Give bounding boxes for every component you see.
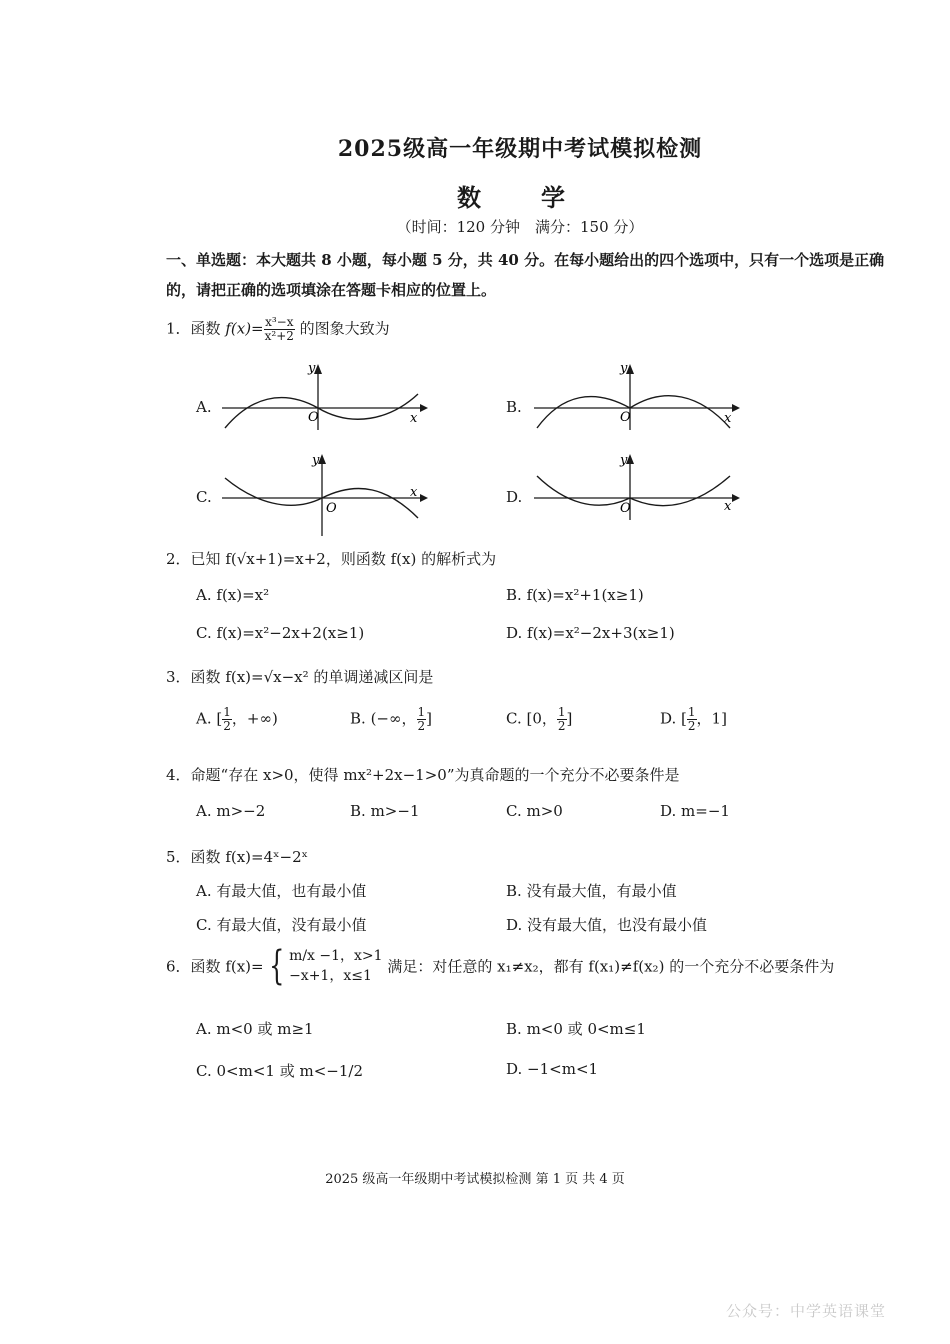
q4-stem: 命题“存在 x>0，使得 mx²+2x−1>0”为真命题的一个充分不必要条件是 (190, 766, 680, 784)
q3-option-a: A. [ $\frac{1}{2}$ ，+∞) (196, 705, 278, 733)
section-heading: 一、单选题：本大题共 8 小题，每小题 5 分，共 40 分。在每小题给出的四个选项中，只有一个选项是正确的，请把正确的选项填涂在答题卡相应的位置上。 (166, 251, 885, 299)
q5-option-d: D. 没有最大值，也没有最小值 (506, 916, 708, 934)
question-1 (166, 316, 390, 343)
x-label: x (724, 499, 732, 514)
page-footer: 2025 级高一年级期中考试模拟检测 第 1 页 共 4 页 (325, 1172, 625, 1187)
q1-denominator: x²+2 (264, 329, 294, 343)
q1-graph-a (220, 362, 430, 432)
x-label: x (410, 411, 418, 426)
q1-option-b-label: B. (506, 398, 522, 416)
x-arrow (420, 494, 428, 502)
origin-label: O (326, 501, 337, 516)
q1-post: 的图象大致为 (294, 319, 390, 338)
q6-post: 满足：对任意的 x₁≠x₂，都有 f(x₁)≠f(x₂) 的一个充分不必要条件为 (382, 957, 835, 976)
q6-number: 6． (166, 957, 191, 976)
x-arrow (420, 404, 428, 412)
q5-number: 5． (166, 848, 191, 866)
q1-graph-d (532, 452, 742, 522)
q1-graph-c (220, 452, 430, 538)
q6-option-b: B. m<0 或 0<m≤1 (506, 1020, 646, 1038)
curve (537, 396, 730, 428)
question-3 (166, 666, 433, 687)
q1-option-c-label: C. (196, 488, 212, 506)
q5-stem: 函数 f(x)=4ˣ−2ˣ (190, 848, 308, 866)
q2-number: 2． (166, 550, 191, 568)
origin-label: O (620, 501, 631, 516)
q4-option-b: B. m>−1 (350, 802, 420, 820)
y-label: y (620, 453, 628, 468)
q6-option-d: D. −1<m<1 (506, 1060, 599, 1078)
question-2 (166, 548, 496, 569)
q1-option-a-label: A. (196, 398, 212, 416)
x-label: x (724, 411, 732, 426)
q5-option-b: B. 没有最大值，有最小值 (506, 882, 677, 900)
q1-numerator: x³−x (265, 315, 294, 329)
q5-option-a: A. 有最大值，也有最小值 (196, 882, 367, 900)
q3-stem: 函数 f(x)=√x−x² 的单调递减区间是 (190, 668, 434, 686)
question-4 (166, 764, 680, 785)
q4-option-a: A. m>−2 (196, 802, 266, 820)
q5-option-c: C. 有最大值，没有最小值 (196, 916, 367, 934)
q3-option-d: D. [ $\frac{1}{2}$ ，1] (660, 705, 727, 733)
q1-pre: 函数 (190, 319, 226, 338)
q1-number: 1． (166, 319, 191, 338)
q2-option-d: D. f(x)=x²−2x+3(x≥1) (506, 624, 675, 642)
watermark: 公众号：中学英语课堂 (725, 1302, 886, 1320)
q6-option-a: A. m<0 或 m≥1 (196, 1020, 314, 1038)
q3-option-c: C. [0， $\frac{1}{2}$ ] (506, 705, 573, 733)
q1-fraction (264, 316, 295, 343)
q6-case-2: −x+1，x≤1 (289, 968, 372, 984)
curve (537, 476, 730, 506)
x-arrow (732, 404, 740, 412)
q1-option-d-label: D. (506, 488, 523, 506)
q4-option-c: C. m>0 (506, 802, 563, 820)
q3-option-b: B. (−∞， $\frac{1}{2}$ ] (350, 705, 432, 733)
y-label: y (620, 362, 628, 376)
question-6 (166, 943, 835, 989)
exam-info: （时间：120 分钟 满分：150 分） (396, 218, 644, 236)
question-5 (166, 846, 308, 867)
q3-number: 3． (166, 668, 191, 686)
curve (225, 394, 418, 428)
y-label: y (312, 453, 320, 468)
q6-brace: { (268, 943, 284, 989)
x-label: x (410, 485, 418, 500)
y-label: y (308, 362, 316, 376)
q4-option-d: D. m=−1 (660, 802, 730, 820)
exam-title: 2025级高一年级期中考试模拟检测 (337, 136, 703, 162)
q2-option-b: B. f(x)=x²+1(x≥1) (506, 586, 644, 604)
origin-label: O (620, 410, 631, 425)
q4-number: 4． (166, 766, 191, 784)
q6-cases (289, 946, 383, 986)
q6-option-c: C. 0<m<1 或 m<−1/2 (196, 1062, 363, 1080)
q2-option-a: A. f(x)=x² (196, 586, 270, 604)
q6-pre: 函数 f(x)= (190, 957, 264, 976)
q6-case-1: m/x −1，x>1 (289, 948, 383, 964)
q2-stem: 已知 f(√x+1)=x+2，则函数 f(x) 的解析式为 (190, 550, 497, 568)
subject-title: 数 学 (457, 183, 583, 212)
x-arrow (732, 494, 740, 502)
q1-fx: f(x)= (225, 319, 264, 338)
origin-label: O (308, 410, 319, 425)
q2-option-c: C. f(x)=x²−2x+2(x≥1) (196, 624, 365, 642)
q1-graph-b (532, 362, 742, 432)
